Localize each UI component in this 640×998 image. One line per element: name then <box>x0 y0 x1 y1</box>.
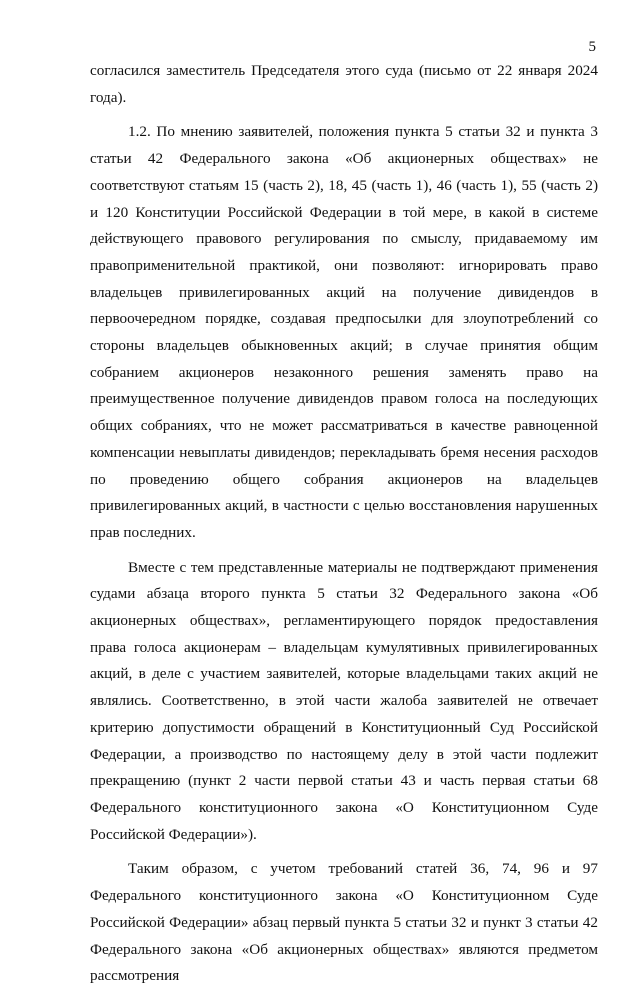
document-body <box>90 58 598 998</box>
paragraph-materials: Вместе с тем представленные материалы не подтверждают применения судами абзаца второго пункта 5 статьи 32 Федерального закона «Об акционерных обществах», регламентирующего порядок предоставления права голоса акционерам – владельцам кумулятивных привилегированных акций, в деле с участием заявителей, которые владельцами таких акций не являлись. Соответственно, в этой части жалоба заявителей не отвечает критерию допустимости обращений в Конституционный Суд Российской Федерации, а производство по настоящему делу в этой части подлежит прекращению (пункт 2 части первой статьи 43 и часть первая статьи 68 Федерального конституционного закона «О Конституционном Суде Российской Федерации»). <box>90 558 598 843</box>
paragraph-conclusion: Таким образом, с учетом требований статей 36, 74, 96 и 97 Федерального конституционного закона «О Конституционном Суде Российской Федерации» абзац первый пункта 5 статьи 32 и пункт 3 статьи 42 Федерального закона «Об акционерных обществах» являются предметом рассмотрения <box>90 860 598 985</box>
paragraph-continuation: согласился заместитель Председателя этого суда (письмо от 22 января 2024 года). <box>90 62 598 106</box>
paragraph-section-1-2: 1.2. По мнению заявителей, положения пункта 5 статьи 32 и пункта 3 статьи 42 Федерального закона «Об акционерных обществах» не соответствуют статьям 15 (часть 2), 18, 45 (часть 1), 46 (часть 1), 55 (часть 2) и 120 Конституции Российской Федерации в той мере, в какой в системе действующего правового регулирования по смыслу, придаваемому им правоприменительной практикой, они позволяют: игнорировать право владельцев привилегированных акций на получение дивидендов в первоочередном порядке, создавая предпосылки для злоупотреблений со стороны владельцев обыкновенных акций; в случае принятия общим собранием акционеров незаконного решения заменять право на преимущественное получение дивидендов правом голоса на последующих общих собраниях, что не может рассматриваться в качестве равноценной компенсации невыплаты дивидендов; перекладывать бремя несения расходов по проведению общего собрания акционеров на владельцев привилегированных акций, в частности с целью восстановления нарушенных прав последних. <box>90 123 598 541</box>
page-number: 5 <box>588 39 596 55</box>
